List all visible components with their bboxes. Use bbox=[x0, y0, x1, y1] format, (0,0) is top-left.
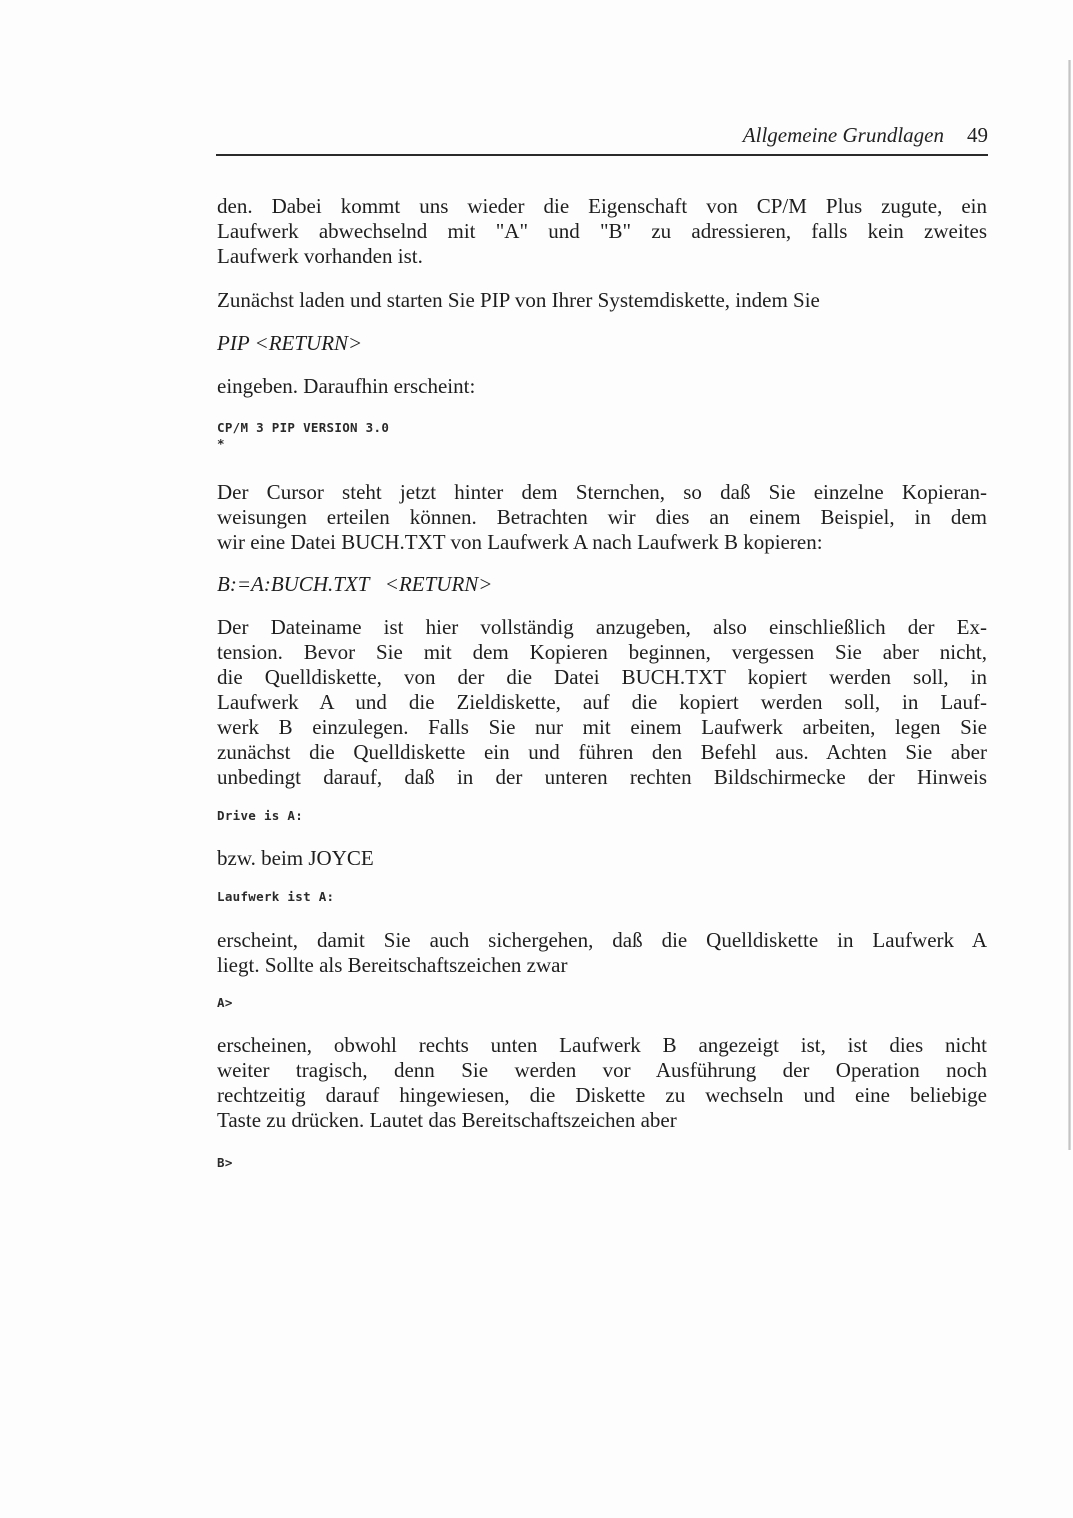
command-pip: PIP <RETURN> bbox=[217, 331, 363, 355]
text-line: erscheint, damit Sie auch sichergehen, daß die Quelldiskette in Laufwerk A bbox=[217, 928, 987, 952]
text-line: weisungen erteilen können. Betrachten wir dies an einem Beispiel, in dem bbox=[217, 505, 987, 529]
paragraph-2: Zunächst laden und starten Sie PIP von Ihrer Systemdiskette, indem Sie bbox=[217, 288, 820, 312]
page-number: 49 bbox=[967, 123, 988, 147]
running-title: Allgemeine Grundlagen bbox=[742, 123, 944, 147]
text-line: liegt. Sollte als Bereitschaftszeichen zwar bbox=[217, 953, 568, 977]
screen-output-prompt-b: B> bbox=[217, 1155, 233, 1170]
text-line: Der Dateiname ist hier vollständig anzugeben, also einschließlich der Ex- bbox=[217, 615, 987, 639]
screen-output-laufwerk: Laufwerk ist A: bbox=[217, 889, 335, 904]
text-line: tension. Bevor Sie mit dem Kopieren beginnen, vergessen Sie aber nicht, bbox=[217, 640, 987, 664]
text-line: erscheinen, obwohl rechts unten Laufwerk B angezeigt ist, ist dies nicht bbox=[217, 1033, 987, 1057]
page-header bbox=[216, 117, 988, 153]
text-line: werk B einzulegen. Falls Sie nur mit einem Laufwerk arbeiten, legen Sie bbox=[217, 715, 987, 739]
paragraph-6: bzw. beim JOYCE bbox=[217, 846, 374, 870]
text-line: Der Cursor steht jetzt hinter dem Sternchen, so daß Sie einzelne Kopieran- bbox=[217, 480, 987, 504]
text-line: zunächst die Quelldiskette ein und führen den Befehl aus. Achten Sie aber bbox=[217, 740, 987, 764]
paragraph-3: eingeben. Daraufhin erscheint: bbox=[217, 374, 476, 398]
text-line: den. Dabei kommt uns wieder die Eigenschaft von CP/M Plus zugute, ein bbox=[217, 194, 987, 218]
text-line: weiter tragisch, denn Sie werden vor Ausführung der Operation noch bbox=[217, 1058, 987, 1082]
text-line: unbedingt darauf, daß in der unteren rechten Bildschirmecke der Hinweis bbox=[217, 765, 987, 789]
text-line: Taste zu drücken. Lautet das Bereitschaftszeichen aber bbox=[217, 1108, 677, 1132]
command-copy: B:=A:BUCH.TXT <RETURN> bbox=[217, 572, 493, 596]
screen-output-drive: Drive is A: bbox=[217, 808, 304, 823]
text-line: wir eine Datei BUCH.TXT von Laufwerk A nach Laufwerk B kopieren: bbox=[217, 530, 823, 554]
text-line: Laufwerk A und die Zieldiskette, auf die kopiert werden soll, in Lauf- bbox=[217, 690, 987, 714]
text-line: Laufwerk vorhanden ist. bbox=[217, 244, 423, 268]
text-line: die Quelldiskette, von der die Datei BUCH.TXT kopiert werden soll, in bbox=[217, 665, 987, 689]
header-rule bbox=[216, 154, 988, 156]
screen-output-star-prompt: * bbox=[217, 436, 225, 451]
screen-output-prompt-a: A> bbox=[217, 995, 233, 1010]
text-line: Laufwerk abwechselnd mit "A" und "B" zu adressieren, falls kein zweites bbox=[217, 219, 987, 243]
text-line: rechtzeitig darauf hingewiesen, die Diskette zu wechseln und eine beliebige bbox=[217, 1083, 987, 1107]
page-edge-shadow bbox=[1068, 60, 1071, 1150]
screen-output-pip-version: CP/M 3 PIP VERSION 3.0 bbox=[217, 420, 390, 435]
